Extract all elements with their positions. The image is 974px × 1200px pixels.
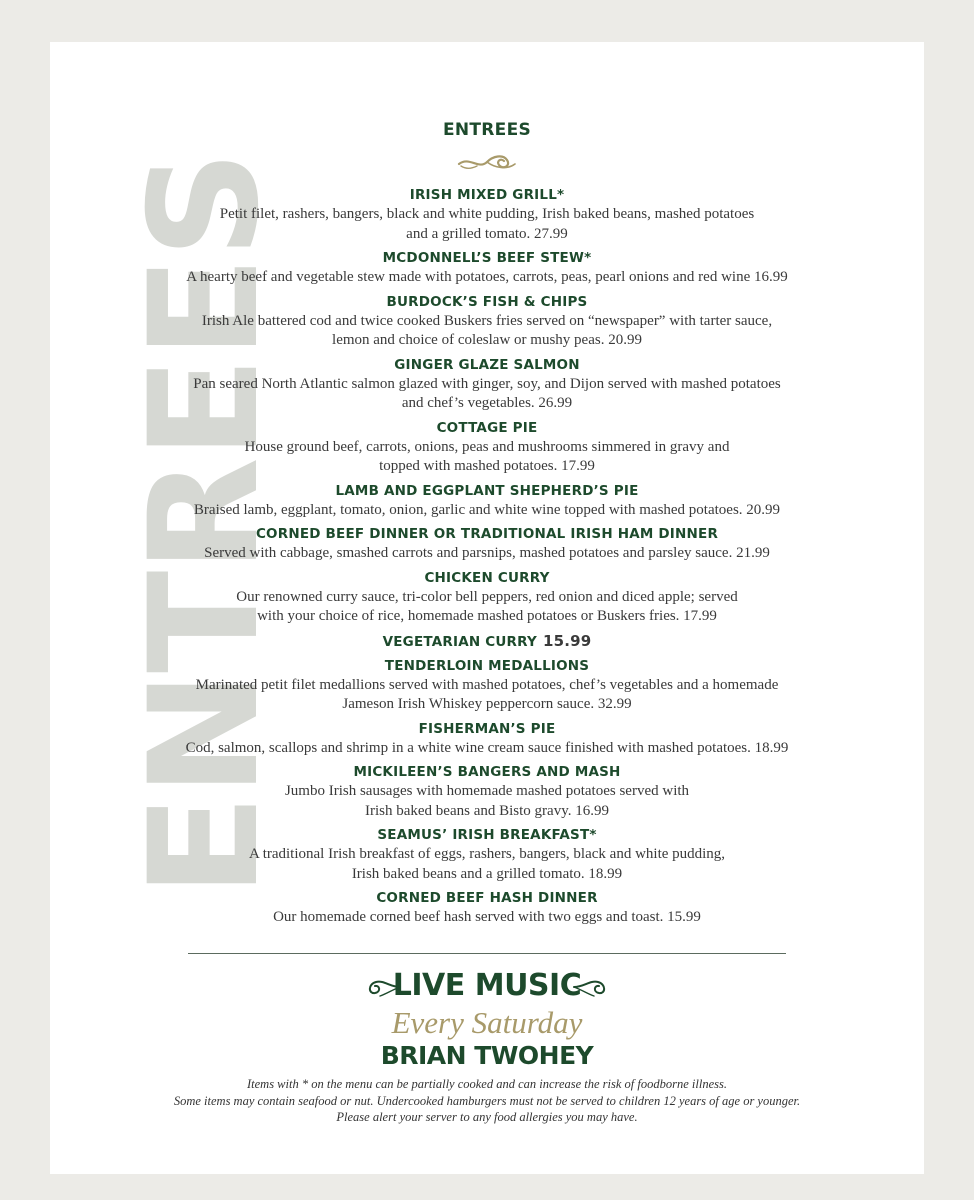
item-description: Marinated petit filet medallions served with mashed potatoes, chef’s vegetables and a homemade xyxy=(195,676,779,693)
menu-item xyxy=(50,763,924,821)
swirl-left-icon xyxy=(362,976,402,998)
item-description: House ground beef, carrots, onions, peas and mushrooms simmered in gravy and xyxy=(244,438,730,455)
music-headline: LIVE MUSIC xyxy=(392,968,582,1003)
menu-item xyxy=(50,525,924,564)
item-name: COTTAGE PIE xyxy=(436,419,538,436)
disclaimer-line: Items with * on the menu can be partially cooked and can increase the risk of foodborne illness. xyxy=(246,1077,727,1091)
item-name: CORNED BEEF HASH DINNER xyxy=(376,890,598,906)
menu-page xyxy=(50,42,924,1174)
item-description: Irish Ale battered cod and twice cooked Buskers fries served on “newspaper” with tarter sauce, xyxy=(201,312,773,329)
item-description: Our renowned curry sauce, tri-color bell peppers, red onion and diced apple; served xyxy=(236,588,738,605)
item-name: MCDONNELL’S BEEF STEW* xyxy=(382,250,592,266)
entree-list xyxy=(50,152,924,928)
item-description: with your choice of rice, homemade mashed potatoes or Buskers fries. 17.99 xyxy=(257,608,717,624)
disclaimer-line: Some items may contain seafood or nut. Undercooked hamburgers must not be served to children 12 years of age or younger. xyxy=(173,1093,801,1108)
item-name: MICKILEEN’S BANGERS AND MASH xyxy=(353,764,621,780)
menu-item xyxy=(50,632,924,652)
item-description: Braised lamb, eggplant, tomato, onion, garlic and white wine topped with mashed potatoes. 20.99 xyxy=(193,501,781,518)
item-name: BURDOCK’S FISH & CHIPS xyxy=(386,293,588,310)
item-name: GINGER GLAZE SALMON xyxy=(394,356,580,373)
menu-item xyxy=(50,826,924,884)
item-name: IRISH MIXED GRILL* xyxy=(409,187,565,203)
item-description: A traditional Irish breakfast of eggs, rashers, bangers, black and white pudding, xyxy=(248,846,726,862)
item-description: and a grilled tomato. 27.99 xyxy=(406,225,568,242)
entrees-watermark: ENTREES xyxy=(118,152,292,897)
music-artist: BRIAN TWOHEY xyxy=(380,1041,594,1070)
divider xyxy=(188,953,786,954)
menu-content xyxy=(50,42,924,1174)
swirl-right-icon xyxy=(572,976,612,998)
item-description: Served with cabbage, smashed carrots and parsnips, mashed potatoes and parsley sauce. 21.99 xyxy=(204,545,770,561)
menu-item xyxy=(50,249,924,288)
menu-item xyxy=(50,186,924,244)
item-description: Our homemade corned beef hash served with two eggs and toast. 15.99 xyxy=(273,909,701,925)
item-name: VEGETARIAN CURRY xyxy=(382,633,537,650)
menu-item xyxy=(50,482,924,521)
allergy-disclaimer xyxy=(50,1076,924,1126)
item-description: Petit filet, rashers, bangers, black and white pudding, Irish baked beans, mashed potatoes xyxy=(219,206,755,222)
music-schedule: Every Saturday xyxy=(391,1005,583,1040)
item-description: Jameson Irish Whiskey peppercorn sauce. 32.99 xyxy=(342,696,632,712)
disclaimer-line: Please alert your server to any food allergies you may have. xyxy=(336,1110,638,1124)
item-description: topped with mashed potatoes. 17.99 xyxy=(379,458,595,474)
item-description: A hearty beef and vegetable stew made with potatoes, carrots, peas, pearl onions and red wine 16.99 xyxy=(186,269,788,285)
item-description: Irish baked beans and Bisto gravy. 16.99 xyxy=(365,802,609,819)
menu-item xyxy=(50,419,924,477)
music-headline-row xyxy=(50,964,924,1008)
item-description: Irish baked beans and a grilled tomato. 18.99 xyxy=(351,865,623,882)
item-name: FISHERMAN’S PIE xyxy=(418,720,556,737)
item-description: Pan seared North Atlantic salmon glazed with ginger, soy, and Dijon served with mashed potatoes xyxy=(193,375,781,392)
item-name: LAMB AND EGGPLANT SHEPHERD’S PIE xyxy=(335,482,639,499)
item-description: and chef’s vegetables. 26.99 xyxy=(401,395,573,411)
item-description: lemon and choice of coleslaw or mushy peas. 20.99 xyxy=(332,332,642,348)
menu-item xyxy=(50,569,924,627)
menu-item xyxy=(50,293,924,351)
item-name: TENDERLOIN MEDALLIONS xyxy=(384,657,590,674)
item-name: CORNED BEEF DINNER OR TRADITIONAL IRISH HAM DINNER xyxy=(255,526,719,542)
live-music-banner xyxy=(50,964,924,1072)
item-price: 15.99 xyxy=(542,631,592,650)
menu-item xyxy=(50,657,924,715)
menu-item xyxy=(50,720,924,759)
item-description: Jumbo Irish sausages with homemade mashed potatoes served with xyxy=(284,783,690,799)
section-title: ENTREES xyxy=(442,120,532,140)
flourish-ornament-icon xyxy=(455,148,519,176)
item-description: Cod, salmon, scallops and shrimp in a white wine cream sauce finished with mashed potatoes. 18.99 xyxy=(185,739,789,756)
menu-item xyxy=(50,356,924,414)
item-name: SEAMUS’ IRISH BREAKFAST* xyxy=(377,827,597,843)
menu-item xyxy=(50,889,924,928)
item-name: CHICKEN CURRY xyxy=(424,569,550,586)
